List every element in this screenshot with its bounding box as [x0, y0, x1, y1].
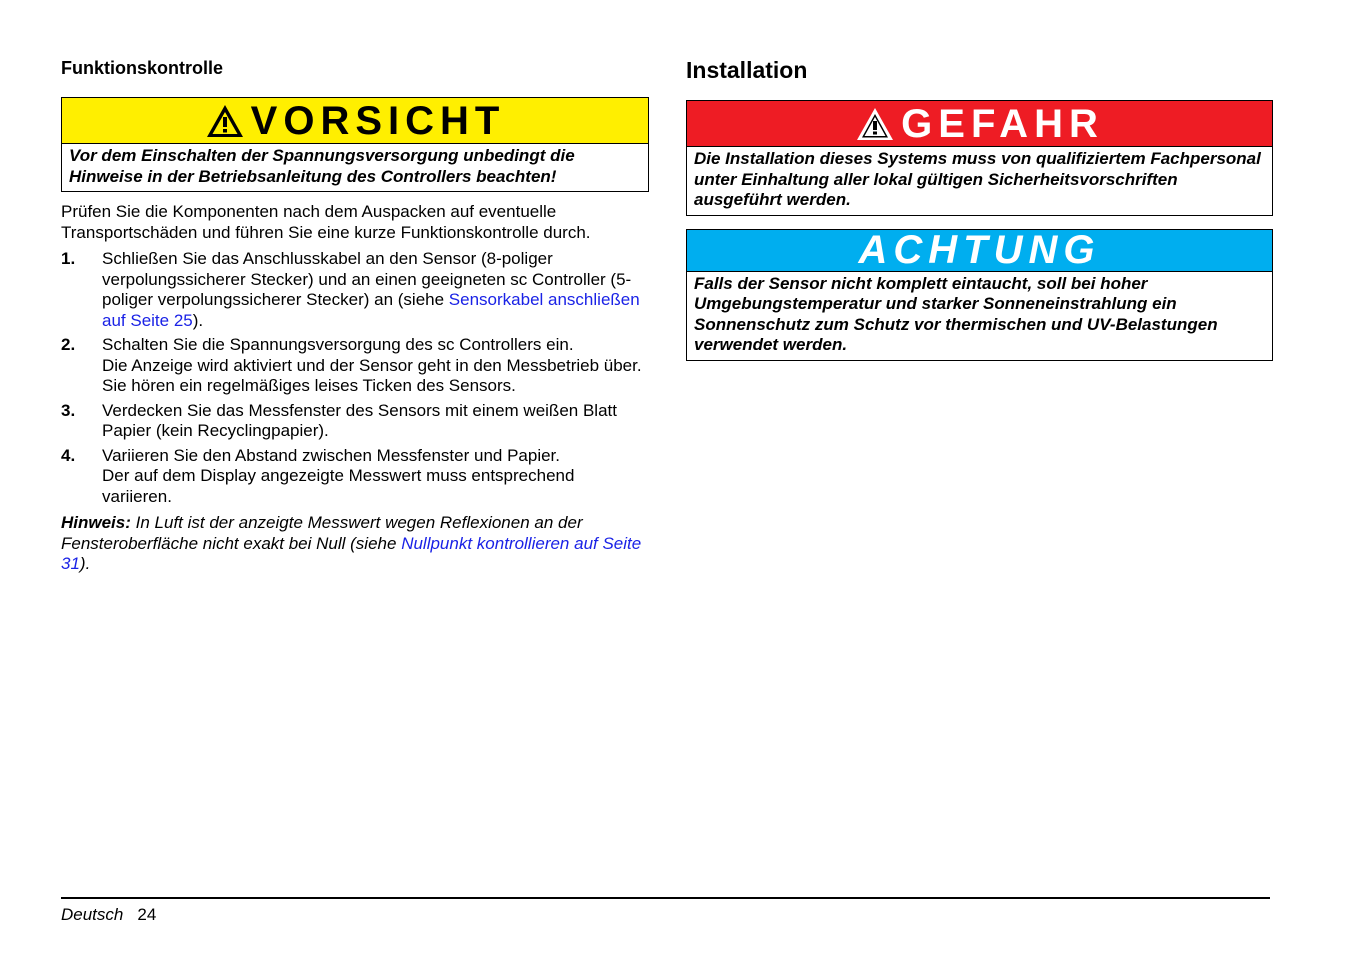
- note-label: Hinweis:: [61, 513, 131, 532]
- list-item: [61, 401, 649, 442]
- left-column: [61, 56, 649, 575]
- danger-title: GEFAHR: [901, 101, 1104, 146]
- warning-triangle-icon: [855, 106, 895, 142]
- section-heading-function-check: Funktionskontrolle: [61, 58, 223, 78]
- notice-title: ACHTUNG: [858, 228, 1101, 272]
- notice-text: Falls der Sensor nicht komplett eintaucht, soll bei hoher Umgebungstemperatur und starker Sonneneinstrahlung ein Sonnenschutz zum Schutz vor thermischen und UV-Belastungen verwendet werden.: [694, 273, 1218, 354]
- step-text: [102, 335, 649, 397]
- step-number: 1.: [61, 249, 76, 268]
- step-number: 3.: [61, 400, 76, 420]
- notice-box: [686, 229, 1273, 361]
- caution-title: VORSICHT: [250, 98, 506, 143]
- list-item: [61, 446, 649, 508]
- caution-text: Vor dem Einschalten der Spannungsversorgung unbedingt die Hinweise in der Betriebsanleitung des Controllers beachten!: [69, 146, 575, 186]
- note-paragraph: [61, 513, 649, 575]
- step-number: 2.: [61, 335, 76, 354]
- intro-paragraph: Prüfen Sie die Komponenten nach dem Auspacken auf eventuelle Transportschäden und führen Sie eine kurze Funktionskontrolle durch.: [61, 202, 591, 242]
- caution-banner: [62, 98, 648, 144]
- step-line: Die Anzeige wird aktiviert und der Sensor geht in den Messbetrieb über.: [102, 355, 642, 375]
- step-line: Schalten Sie die Spannungsversorgung des sc Controllers ein.: [102, 335, 574, 354]
- danger-text: Die Installation dieses Systems muss von qualifiziertem Fachpersonal unter Einhaltung aller lokal gültigen Sicherheitsvorschriften ausgeführt werden.: [694, 149, 1261, 209]
- step-line: Sie hören ein regelmäßiges leises Ticken des Sensors.: [102, 376, 516, 395]
- page-number: 24: [137, 905, 157, 924]
- step-line: Verdecken Sie das Messfenster des Sensors mit einem weißen Blatt Papier (kein Recyclingpapier).: [102, 400, 617, 440]
- page-footer: [61, 905, 156, 925]
- sensor-cable-link[interactable]: Sensorkabel anschließen auf Seite 25: [102, 290, 640, 330]
- footer-language: Deutsch: [61, 905, 124, 924]
- step-text: [102, 249, 649, 331]
- danger-banner: [687, 101, 1272, 147]
- note-text-end: ).: [79, 554, 91, 573]
- procedure-steps: [61, 249, 649, 507]
- note-text: In Luft ist der anzeigte Messwert wegen Reflexionen an der Fensteroberfläche nicht exakt bei Null (siehe: [61, 513, 583, 553]
- footer-divider: [61, 897, 1270, 899]
- list-item: [61, 335, 649, 397]
- step-text: [102, 401, 649, 442]
- danger-box: [686, 100, 1273, 216]
- list-item: [61, 249, 649, 331]
- step-line: Der auf dem Display angezeigte Messwert muss entsprechend variieren.: [102, 466, 575, 506]
- warning-triangle-icon: [205, 103, 245, 139]
- notice-banner: [687, 230, 1272, 272]
- right-column: [686, 56, 1273, 361]
- step-number: 4.: [61, 445, 76, 465]
- step-text-part: Schließen Sie das Anschlusskabel an den Sensor (8-poliger verpolungssicherer Stecker) und an einen geeigneten sc Controller (5-poliger verpolungssicherer Stecker) an (siehe: [102, 249, 632, 309]
- caution-box: [61, 97, 649, 192]
- step-text: [102, 446, 649, 508]
- section-heading-installation: Installation: [686, 57, 808, 83]
- step-line: Variieren Sie den Abstand zwischen Messfenster und Papier.: [102, 445, 561, 465]
- step-text-part: ).: [192, 310, 204, 330]
- zero-point-link[interactable]: Nullpunkt kontrollieren auf Seite 31: [61, 533, 642, 573]
